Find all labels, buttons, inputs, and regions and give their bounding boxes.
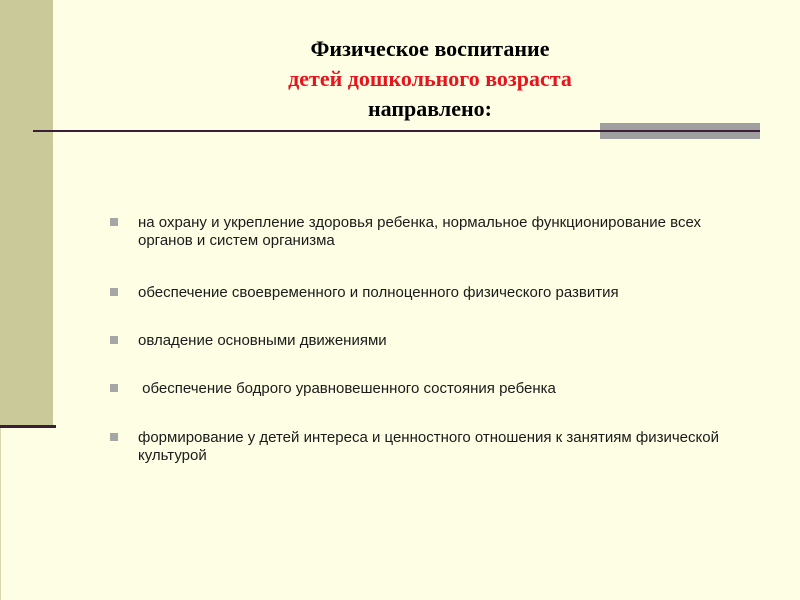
left-accent-bar [0, 0, 53, 426]
bullet-text: обеспечение своевременного и полноценного физического развития [138, 284, 619, 301]
title-line-3: направлено: [368, 96, 492, 121]
bullet-text: формирование у детей интереса и ценностного отношения к занятиям физической культурой [138, 429, 724, 464]
bullet-square-icon [110, 218, 118, 226]
bullet-text: обеспечение бодрого уравновешенного состояния ребенка [138, 380, 556, 397]
bullet-square-icon [110, 384, 118, 392]
left-bar-underline [0, 425, 56, 428]
bullet-text: овладение основными движениями [138, 332, 387, 349]
slide-title [130, 34, 730, 124]
title-line-1: Физическое воспитание [310, 36, 550, 61]
bullet-text: на охрану и укрепление здоровья ребенка, нормальное функционирование всех органов и систем организма [138, 214, 706, 249]
divider-accent-line [600, 130, 760, 132]
bullet-square-icon [110, 336, 118, 344]
title-line-2: детей дошкольного возраста [288, 66, 572, 91]
bullet-square-icon [110, 288, 118, 296]
bullet-square-icon [110, 433, 118, 441]
